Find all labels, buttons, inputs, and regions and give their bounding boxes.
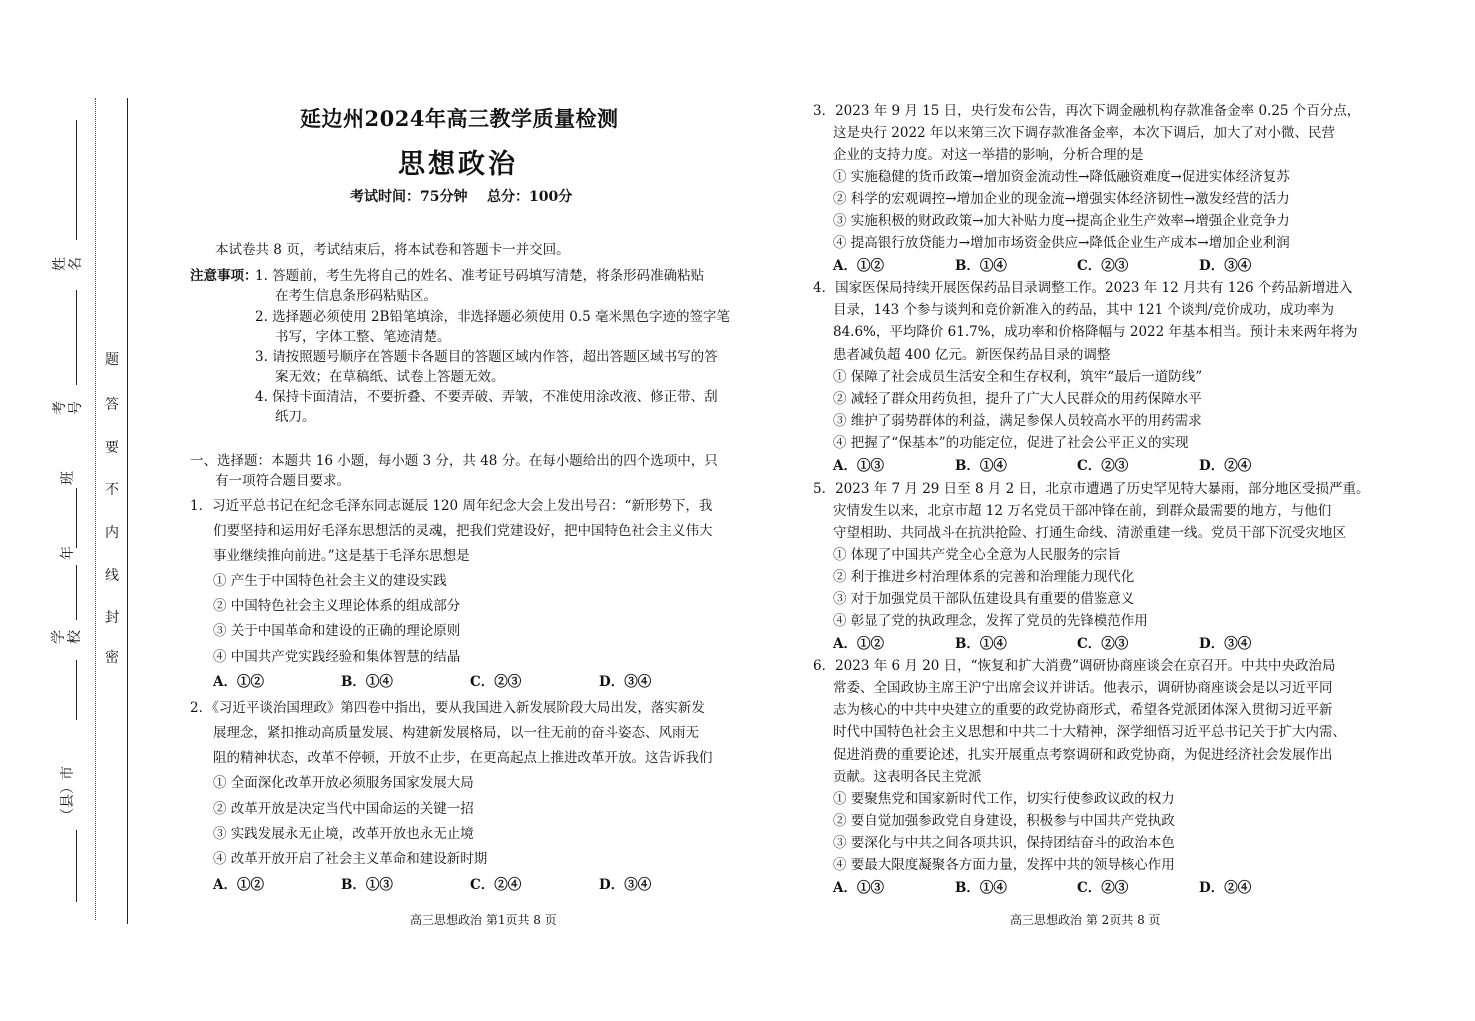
question-stem: 展理念，紧扣推动高质量发展、构建新发展格局，以一往无前的奋斗姿态、风雨无: [213, 725, 699, 741]
question-stem: 5．2023 年 7 月 29 日至 8 月 2 日，北京市遭遇了历史罕见特大暴雨，部分地区受损严重。: [813, 481, 1370, 497]
question-stem: 84.6%，平均降价 61.7%，成功率和价格降幅与 2022 年基本相当。预计未来两年将为: [833, 324, 1358, 340]
question-stem: 这是央行 2022 年以来第三次下调存款准备金率，本次下调后，加大了对小微、民营: [833, 125, 1335, 141]
seal-char: 题: [105, 352, 119, 368]
question-option: ② 减轻了群众用药负担，提升了广大人民群众的用药保障水平: [833, 391, 1202, 407]
question-stem: 1．习近平总书记在纪念毛泽东同志诞辰 120 周年纪念大会上发出号召：“新形势下，我: [190, 498, 713, 514]
question-option: ③ 关于中国革命和建设的正确的理论原则: [213, 623, 461, 639]
subject-title: 思想政治: [398, 149, 518, 180]
question-stem: 时代中国特色社会主义思想和中共二十大精神，深学细悟习近平总书记关于扩大内需、: [833, 724, 1346, 740]
dotted-cut-line: [95, 98, 96, 920]
name-blank-line: [76, 120, 77, 240]
choice-b[interactable]: B．①④: [955, 258, 1007, 274]
exam-title: 延边州2024年高三教学质量检测: [300, 106, 619, 131]
notice-label: 注意事项：: [190, 268, 258, 284]
choice-a[interactable]: A．①②: [833, 636, 884, 652]
seal-char: 要: [105, 440, 119, 456]
question-option: ③ 对于加强党员干部队伍建设具有重要的借鉴意义: [833, 591, 1135, 607]
page-footer: 高三思想政治 第 2页共 8 页: [1010, 913, 1161, 927]
question-option: ③ 要深化与中共之间各项共识，保持团结奋斗的政治本色: [833, 835, 1175, 851]
section-heading: 一、选择题：本题共 16 小题，每小题 3 分，共 48 分。在每小题给出的四个选项中，只: [190, 453, 718, 469]
notice-line: 1. 答题前，考生先将自己的姓名、准考证号码填写清楚，将条形码准确粘贴: [255, 268, 705, 284]
question-option: ④ 把握了“保基本”的功能定位，促进了社会公平正义的实现: [833, 435, 1189, 451]
choice-d[interactable]: D．③④: [599, 877, 652, 893]
question-option: ① 实施稳健的货币政策→增加资金流动性→降低融资难度→促进实体经济复苏: [833, 169, 1290, 185]
question-option: ④ 彰显了党的执政理念，发挥了党员的先锋模范作用: [833, 613, 1148, 629]
question-option: ② 改革开放是决定当代中国命运的关键一招: [213, 801, 474, 817]
question-stem: 目录，143 个参与谈判和竞价新准入的药品，其中 121 个谈判/竞价成功，成功率为: [833, 302, 1334, 318]
choice-c[interactable]: C．②③: [1077, 880, 1129, 896]
question-option: ① 体现了中国共产党全心全意为人民服务的宗旨: [833, 547, 1121, 563]
exam-no-blank-line: [76, 290, 77, 385]
choice-a[interactable]: A．①③: [833, 458, 884, 474]
question-option: ② 中国特色社会主义理论体系的组成部分: [213, 598, 461, 614]
choice-d[interactable]: D．②④: [1199, 880, 1252, 896]
question-option: ④ 中国共产党实践经验和集体智慧的结晶: [213, 649, 461, 665]
page-footer: 高三思想政治 第1页共 8 页: [410, 913, 557, 927]
question-stem: 们要坚持和运用好毛泽东思想活的灵魂，把我们党建设好，把中国特色社会主义伟大: [213, 523, 713, 539]
seal-char: 密: [105, 650, 119, 666]
city-blank-line: [76, 830, 77, 902]
choice-a[interactable]: A．①②: [213, 674, 264, 690]
choice-c[interactable]: C．②③: [1077, 636, 1129, 652]
intro-text: 本试卷共 8 页，考试结束后，将本试卷和答题卡一并交回。: [215, 242, 570, 258]
question-option: ② 科学的宏观调控→增加企业的现金流→增强实体经济韧性→激发经营的活力: [833, 191, 1290, 207]
choice-d[interactable]: D．③④: [1199, 258, 1252, 274]
section-heading: 有一项符合题目要求。: [215, 473, 350, 489]
seal-char: 封: [105, 610, 119, 626]
question-option: ② 要自觉加强参政党自身建设，积极参与中国共产党执政: [833, 813, 1175, 829]
question-stem: 3．2023 年 9 月 15 日，央行发布公告，再次下调金融机构存款准备金率 0.25 个百分点，: [813, 103, 1361, 119]
choice-b[interactable]: B．①④: [955, 636, 1007, 652]
question-option: ③ 实践发展永无止境，改革开放也永无止境: [213, 826, 474, 842]
notice-line: 纸刀。: [275, 409, 316, 425]
question-option: ③ 实施积极的财政政策→加大补贴力度→提高企业生产效率→增强企业竞争力: [833, 213, 1290, 229]
seal-char: 答: [105, 397, 119, 413]
exam-no-label: 考号: [52, 401, 84, 415]
school-blank-line: [76, 660, 77, 720]
question-option: ④ 改革开放开启了社会主义革命和建设新时期: [213, 851, 488, 867]
name-label: 姓名: [52, 257, 84, 271]
seal-char: 线: [105, 568, 119, 584]
question-option: ① 保障了社会成员生活安全和生存权利，筑牢“最后一道防线”: [833, 369, 1203, 385]
school-label: 学校: [51, 630, 83, 644]
question-stem: 灾情发生以来，北京市超 12 万名党员干部冲锋在前，到群众最需要的地方，与他们: [833, 503, 1332, 519]
notice-line: 4. 保持卡面清洁，不要折叠、不要弄破、弄皱，不准使用涂改液、修正带、刮: [255, 389, 718, 405]
notice-line: 书写，字体工整、笔迹清楚。: [275, 329, 451, 345]
solid-binding-line: [127, 98, 128, 924]
notice-line: 2. 选择题必须使用 2B铅笔填涂，非选择题必须使用 0.5 毫米黑色字迹的签字笔: [255, 309, 731, 325]
city-label: （县）市: [60, 766, 76, 822]
question-stem: 促进消费的重要论述，扎实开展重点考察调研和政党协商，为促进经济社会发展作出: [833, 747, 1333, 763]
choice-b[interactable]: B．①③: [341, 877, 393, 893]
question-stem: 6．2023 年 6 月 20 日，“恢复和扩大消费”调研协商座谈会在京召开。中共中央政治局: [813, 658, 1336, 674]
choice-c[interactable]: C．②③: [470, 674, 522, 690]
question-option: ④ 提高银行放贷能力→增加市场资金供应→降低企业生产成本→增加企业利润: [833, 235, 1290, 251]
question-option: ① 产生于中国特色社会主义的建设实践: [213, 573, 447, 589]
question-option: ① 要聚焦党和国家新时代工作，切实行使参政议政的权力: [833, 791, 1175, 807]
grade-label: 年: [60, 546, 76, 560]
question-stem: 企业的支持力度。对这一举措的影响，分析合理的是: [833, 147, 1144, 163]
question-option: ④ 要最大限度凝聚各方面力量，发挥中共的领导核心作用: [833, 857, 1175, 873]
choice-b[interactable]: B．①④: [955, 458, 1007, 474]
notice-line: 在考生信息条形码粘贴区。: [275, 288, 437, 304]
seal-char: 内: [105, 525, 119, 541]
question-option: ③ 维护了弱势群体的利益，满足参保人员较高水平的用药需求: [833, 413, 1202, 429]
choice-c[interactable]: C．②③: [1077, 458, 1129, 474]
question-stem: 阻的精神状态，改革不停顿，开放不止步，在更高起点上推进改革开放。这告诉我们: [213, 750, 713, 766]
choice-d[interactable]: D．②④: [1199, 458, 1252, 474]
choice-b[interactable]: B．①④: [955, 880, 1007, 896]
exam-info: 考试时间：75分钟 总分：100分: [350, 189, 573, 205]
choice-a[interactable]: A．①②: [213, 877, 264, 893]
question-option: ① 全面深化改革开放必须服务国家发展大局: [213, 775, 474, 791]
question-stem: 患者减负超 400 亿元。新医保药品目录的调整: [833, 347, 1111, 363]
question-stem: 志为核心的中共中央建立的重要的政党协商形式，希望各党派团体深入贯彻习近平新: [833, 702, 1333, 718]
seal-char: 不: [105, 482, 119, 498]
question-stem: 2．《习近平谈治国理政》第四卷中指出，要从我国进入新发展阶段大局出发，落实新发: [190, 700, 705, 716]
question-stem: 事业继续推向前进。”这是基于毛泽东思想是: [213, 548, 470, 564]
question-stem: 4．国家医保局持续开展医保药品目录调整工作。2023 年 12 月共有 126 个药品新增进入: [813, 280, 1353, 296]
choice-a[interactable]: A．①②: [833, 258, 884, 274]
question-stem: 守望相助、共同战斗在抗洪抢险、打通生命线、清淤重建一线。党员干部下沉受灾地区: [833, 525, 1346, 541]
choice-c[interactable]: C．②④: [470, 877, 522, 893]
class-label: 班: [60, 471, 76, 485]
grade-blank-line: [76, 565, 77, 620]
choice-d[interactable]: D．③④: [1199, 636, 1252, 652]
notice-line: 案无效；在草稿纸、试卷上答题无效。: [275, 369, 505, 385]
choice-a[interactable]: A．①③: [833, 880, 884, 896]
class-blank-line: [76, 488, 77, 548]
question-stem: 贡献。这表明各民主党派: [833, 769, 982, 785]
choice-d[interactable]: D．③④: [599, 674, 652, 690]
choice-b[interactable]: B．①④: [341, 674, 393, 690]
notice-line: 3. 请按照题号顺序在答题卡各题目的答题区域内作答，超出答题区域书写的答: [255, 349, 718, 365]
question-stem: 常委、全国政协主席王沪宁出席会议并讲话。他表示，调研协商座谈会是以习近平同: [833, 680, 1333, 696]
choice-c[interactable]: C．②③: [1077, 258, 1129, 274]
question-option: ② 利于推进乡村治理体系的完善和治理能力现代化: [833, 569, 1135, 585]
